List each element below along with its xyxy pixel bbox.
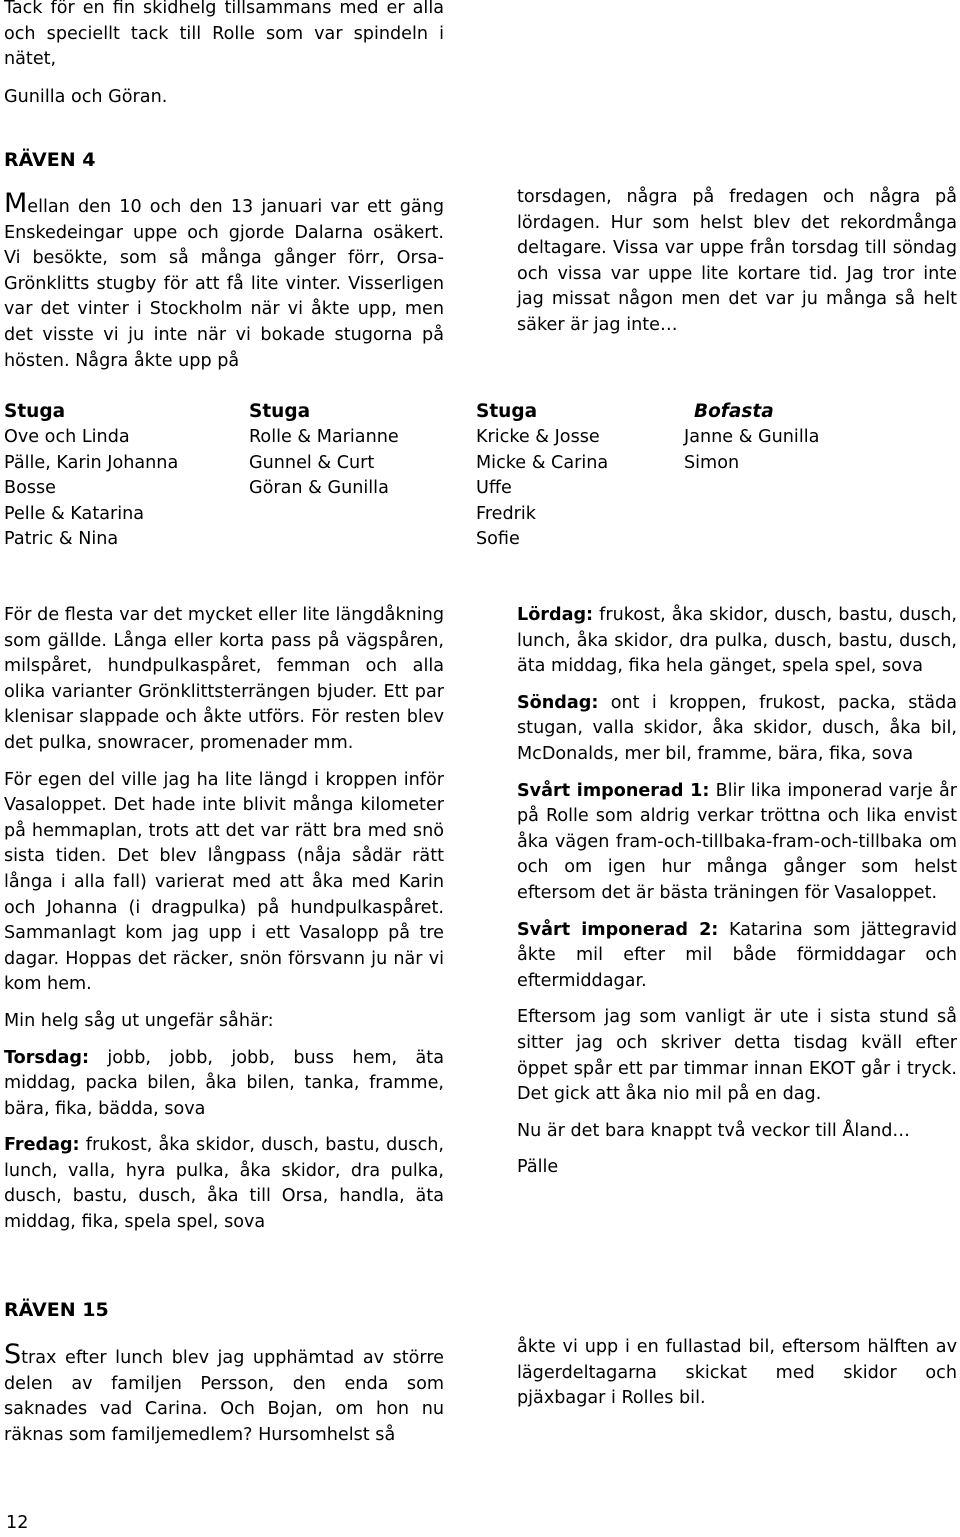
paragraph-impressed-1 xyxy=(517,779,957,907)
cabin-member: Uffe xyxy=(476,478,512,498)
cabin-member: Simon xyxy=(684,452,740,473)
paragraph-thursday xyxy=(4,1046,444,1123)
cabin-member: Patric & Nina xyxy=(4,529,119,549)
cabin-member: Fredrik xyxy=(476,503,536,524)
raven4-right-text: torsdagen, några på fredagen och några på lördagen. Hur som helst blev det rekordmånga deltagare. Vissa var uppe från torsdag till söndag och vissa var uppe lite kortare tid. Jag tror inte jag missat någon men det var ju många så helt säker är jag inte… xyxy=(517,187,957,335)
impressed-2-label: Svårt imponerad 2: xyxy=(517,919,719,940)
cabin-member: Janne & Gunilla xyxy=(684,427,820,447)
raven15-left-column xyxy=(4,1339,444,1448)
thursday-text: jobb, jobb, jobb, buss hem, äta middag, packa bilen, åka bilen, tanka, framme, bära, fika, bädda, sova xyxy=(4,1047,444,1119)
intro-text xyxy=(4,0,444,110)
raven4-drop-initial: M xyxy=(4,188,28,219)
raven15-right-column xyxy=(517,1335,957,1412)
cabin-member: Göran & Gunilla xyxy=(249,478,389,498)
cabin-member: Bosse xyxy=(4,478,56,498)
raven4-left-column xyxy=(4,188,444,374)
raven15-left-text: trax efter lunch blev jag upphämtad av större delen av familjen Persson, den enda som saknades vad Carina. Och Bojan, om hon nu räknas som familjemedlem? Hursomhelst så xyxy=(4,1348,444,1445)
paragraph-impressed-2 xyxy=(517,918,957,995)
sunday-label: Söndag: xyxy=(517,692,599,713)
paragraph-aland: Nu är det bara knappt två veckor till Åland… xyxy=(517,1120,911,1141)
cabin-members-1 xyxy=(4,425,178,553)
impressed-1-label: Svårt imponerad 1: xyxy=(517,780,710,801)
paragraph-weekend-intro: Min helg såg ut ungefär såhär: xyxy=(4,1010,274,1031)
lower-right-column xyxy=(517,603,957,1181)
intro-line-1: Tack för en fin skidhelg tillsammans med er alla och speciellt tack till Rolle som var spindeln i nätet, xyxy=(4,0,444,70)
cabin-header-4: Bofasta xyxy=(694,401,774,422)
cabin-member: Rolle & Marianne xyxy=(249,427,399,447)
cabin-member: Kricke & Josse xyxy=(476,427,600,447)
paragraph-last-minute: Eftersom jag som vanligt är ute i sista stund så sitter jag och skriver detta tisdag kväll efter öppet spår ett par timmar innan EKOT går i tryck. Det gick att åka nio mil på en dag. xyxy=(517,1007,957,1105)
sunday-text: ont i kroppen, frukost, packa, städa stugan, valla skidor, åka skidor, dusch, åka bil, McDonalds, mer bil, framme, bära, fika, sova xyxy=(517,692,957,764)
cabin-member: Gunnel & Curt xyxy=(249,452,375,473)
cabin-header-1: Stuga xyxy=(4,401,66,422)
thursday-label: Torsdag: xyxy=(4,1047,89,1068)
cabin-members-3 xyxy=(476,425,608,553)
raven4-heading: RÄVEN 4 xyxy=(4,149,96,171)
cabin-header-3: Stuga xyxy=(476,401,538,422)
cabin-member: Sofie xyxy=(476,529,520,549)
saturday-label: Lördag: xyxy=(517,605,594,625)
cabin-member: Pälle, Karin Johanna xyxy=(4,452,179,473)
raven15-drop-initial: S xyxy=(4,1339,22,1370)
raven15-right-text: åkte vi upp i en fullastad bil, eftersom hälften av lägerdeltagarna skickat med skidor och pjäxbagar i Rolles bil. xyxy=(517,1337,957,1409)
lower-left-column xyxy=(4,603,444,1236)
cabin-header-2: Stuga xyxy=(249,401,311,422)
saturday-text: frukost, åka skidor, dusch, bastu, dusch, lunch, åka skidor, dra pulka, dusch, bastu, dusch, äta middag, fika hela gänget, spela spel, sova xyxy=(517,605,957,677)
raven15-heading: RÄVEN 15 xyxy=(4,1299,109,1321)
paragraph-saturday xyxy=(517,603,957,680)
friday-label: Fredag: xyxy=(4,1135,80,1156)
paragraph-skiing: För de flesta var det mycket eller lite längdåkning som gällde. Långa eller korta pass på vägspåren, milspåret, hundpulkaspåret, femman och alla olika varianter Grönklittsterrängen bjuder. Ett par klenisar slappade och åkte utförs. För resten blev det pulka, snowracer, promenader mm. xyxy=(4,605,444,753)
friday-text: frukost, åka skidor, dusch, bastu, dusch, lunch, valla, hyra pulka, åka skidor, dra pulka, dusch, bastu, dusch, åka till Orsa, handla, äta middag, fika, spela spel, sova xyxy=(4,1135,444,1233)
cabin-member: Ove och Linda xyxy=(4,427,130,447)
page-number: 12 xyxy=(6,1513,29,1533)
cabin-member: Micke & Carina xyxy=(476,452,609,473)
cabin-member: Pelle & Katarina xyxy=(4,503,145,524)
raven4-right-column xyxy=(517,185,957,339)
paragraph-friday xyxy=(4,1133,444,1235)
impressed-1-text: Blir lika imponerad varje år på Rolle som aldrig verkar tröttna och lika envist åka vägen fram-och-tillbaka-fram-och-tillbaka om och om igen hur många gånger som helst eftersom det är bästa träningen för Vasaloppet. xyxy=(517,780,957,903)
raven4-left-text: ellan den 10 och den 13 januari var ett gäng Enskedeingar uppe och gjorde Dalarna osäkert. Vi besökte, som så många gånger förr, Orsa-Grönklitts stugby för att få lite vinter. Visserligen var det vinter i Stockholm när vi åkte upp, men det visste vi ju inte när vi bokade stugorna på hösten. Några åkte upp på xyxy=(4,197,444,371)
signature: Pälle xyxy=(517,1157,559,1178)
cabin-members-4 xyxy=(684,425,819,476)
intro-line-2: Gunilla och Göran. xyxy=(4,86,168,107)
paragraph-sunday xyxy=(517,691,957,768)
impressed-2-text: Katarina som jättegravid åkte mil efter mil både förmiddagar och eftermiddagar. xyxy=(517,919,958,991)
paragraph-vasaloppet: För egen del ville jag ha lite längd i kroppen inför Vasaloppet. Det hade inte blivit många kilometer på hemmaplan, trots att det var rätt bra med snö sista tiden. Det blev långpass (nåja sådär rätt långa i alla fall) varierat med att åka med Karin och Johanna (i dragpulka) på hundpulkaspåret. Sammanlagt kom jag upp i ett Vasalopp på tre dagar. Hoppas det räcker, snön försvann ju när vi kom hem. xyxy=(4,769,444,995)
cabin-members-2 xyxy=(249,425,399,502)
